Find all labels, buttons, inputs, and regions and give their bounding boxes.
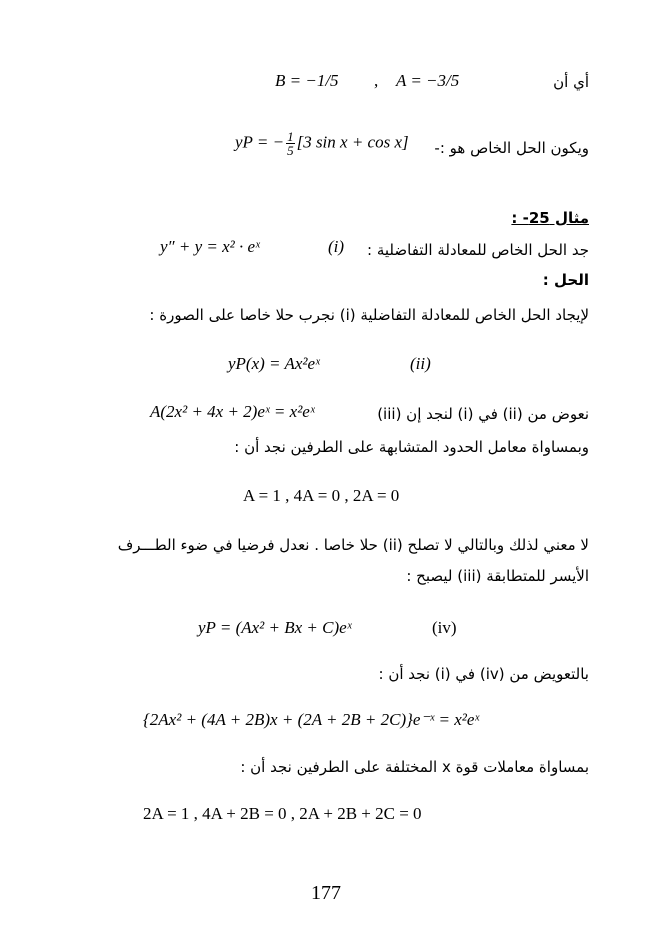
fraction-numerator: 1 [287, 129, 294, 144]
equation-tag-iv: (iv) [432, 618, 457, 637]
example-title: مثال 25- : [511, 209, 589, 227]
math-a-value: A = −3/5 [396, 71, 460, 90]
substituted-equation: A(2x² + 4x + 2)eˣ = x²eˣ [150, 402, 315, 421]
text-line-16: بمساواة معاملات قوة x المختلفة على الطرفين نجد أن : [240, 758, 589, 776]
math-lhs: yP = − [235, 132, 285, 152]
coefficient-equations-2: 2A = 1 , 4A + 2B = 0 , 2A + 2B + 2C = 0 [143, 804, 422, 823]
differential-equation: y″ + y = x² · eˣ [160, 237, 260, 256]
modified-trial-solution: yP = (Ax² + Bx + C)eˣ [198, 618, 352, 637]
fraction-denominator: 5 [287, 143, 294, 158]
trial-solution: yP(x) = Ax²eˣ [228, 354, 320, 373]
text-line-4: جد الحل الخاص للمعادلة التفاضلية : [367, 241, 589, 259]
text-line-12: الأيسر للمتطابقة (iii) ليصبح : [406, 567, 589, 585]
equation-tag-ii: (ii) [410, 354, 431, 373]
math-rhs: [3 sin x + cos x] [296, 132, 409, 152]
math-particular-solution [235, 130, 409, 157]
math-b-value: B = −1/5 [275, 71, 339, 90]
text-line-14: بالتعويض من (iv) في (i) نجد أن : [378, 665, 589, 683]
coefficient-equations-1: A = 1 , 4A = 0 , 2A = 0 [243, 486, 400, 505]
text-line-9: وبمساواة معامل الحدود المتشابهة على الطرفين نجد أن : [234, 438, 589, 456]
page-number: 177 [311, 882, 341, 904]
text-line-8: نعوض من (ii) في (i) لنجد إن (iii) [377, 405, 589, 423]
solution-title: الحل : [542, 271, 589, 289]
expanded-equation: {2Ax² + (4A + 2B)x + (2A + 2B + 2C)}e⁻ˣ = x²eˣ [143, 710, 480, 729]
text-line-2: ويكون الحل الخاص هو :- [434, 139, 589, 157]
math-separator: , [374, 71, 379, 90]
fraction [286, 130, 295, 157]
text-line-6: لإيجاد الحل الخاص للمعادلة التفاضلية (i) نجرب حلا خاصا على الصورة : [149, 306, 589, 324]
equation-tag-i: (i) [328, 237, 345, 256]
text-line-11: لا معني لذلك وبالتالي لا تصلح (ii) حلا خاصا . نعدل فرضيا في ضوء الطـــرف [117, 536, 589, 554]
text-line-1: أي أن [553, 73, 589, 91]
